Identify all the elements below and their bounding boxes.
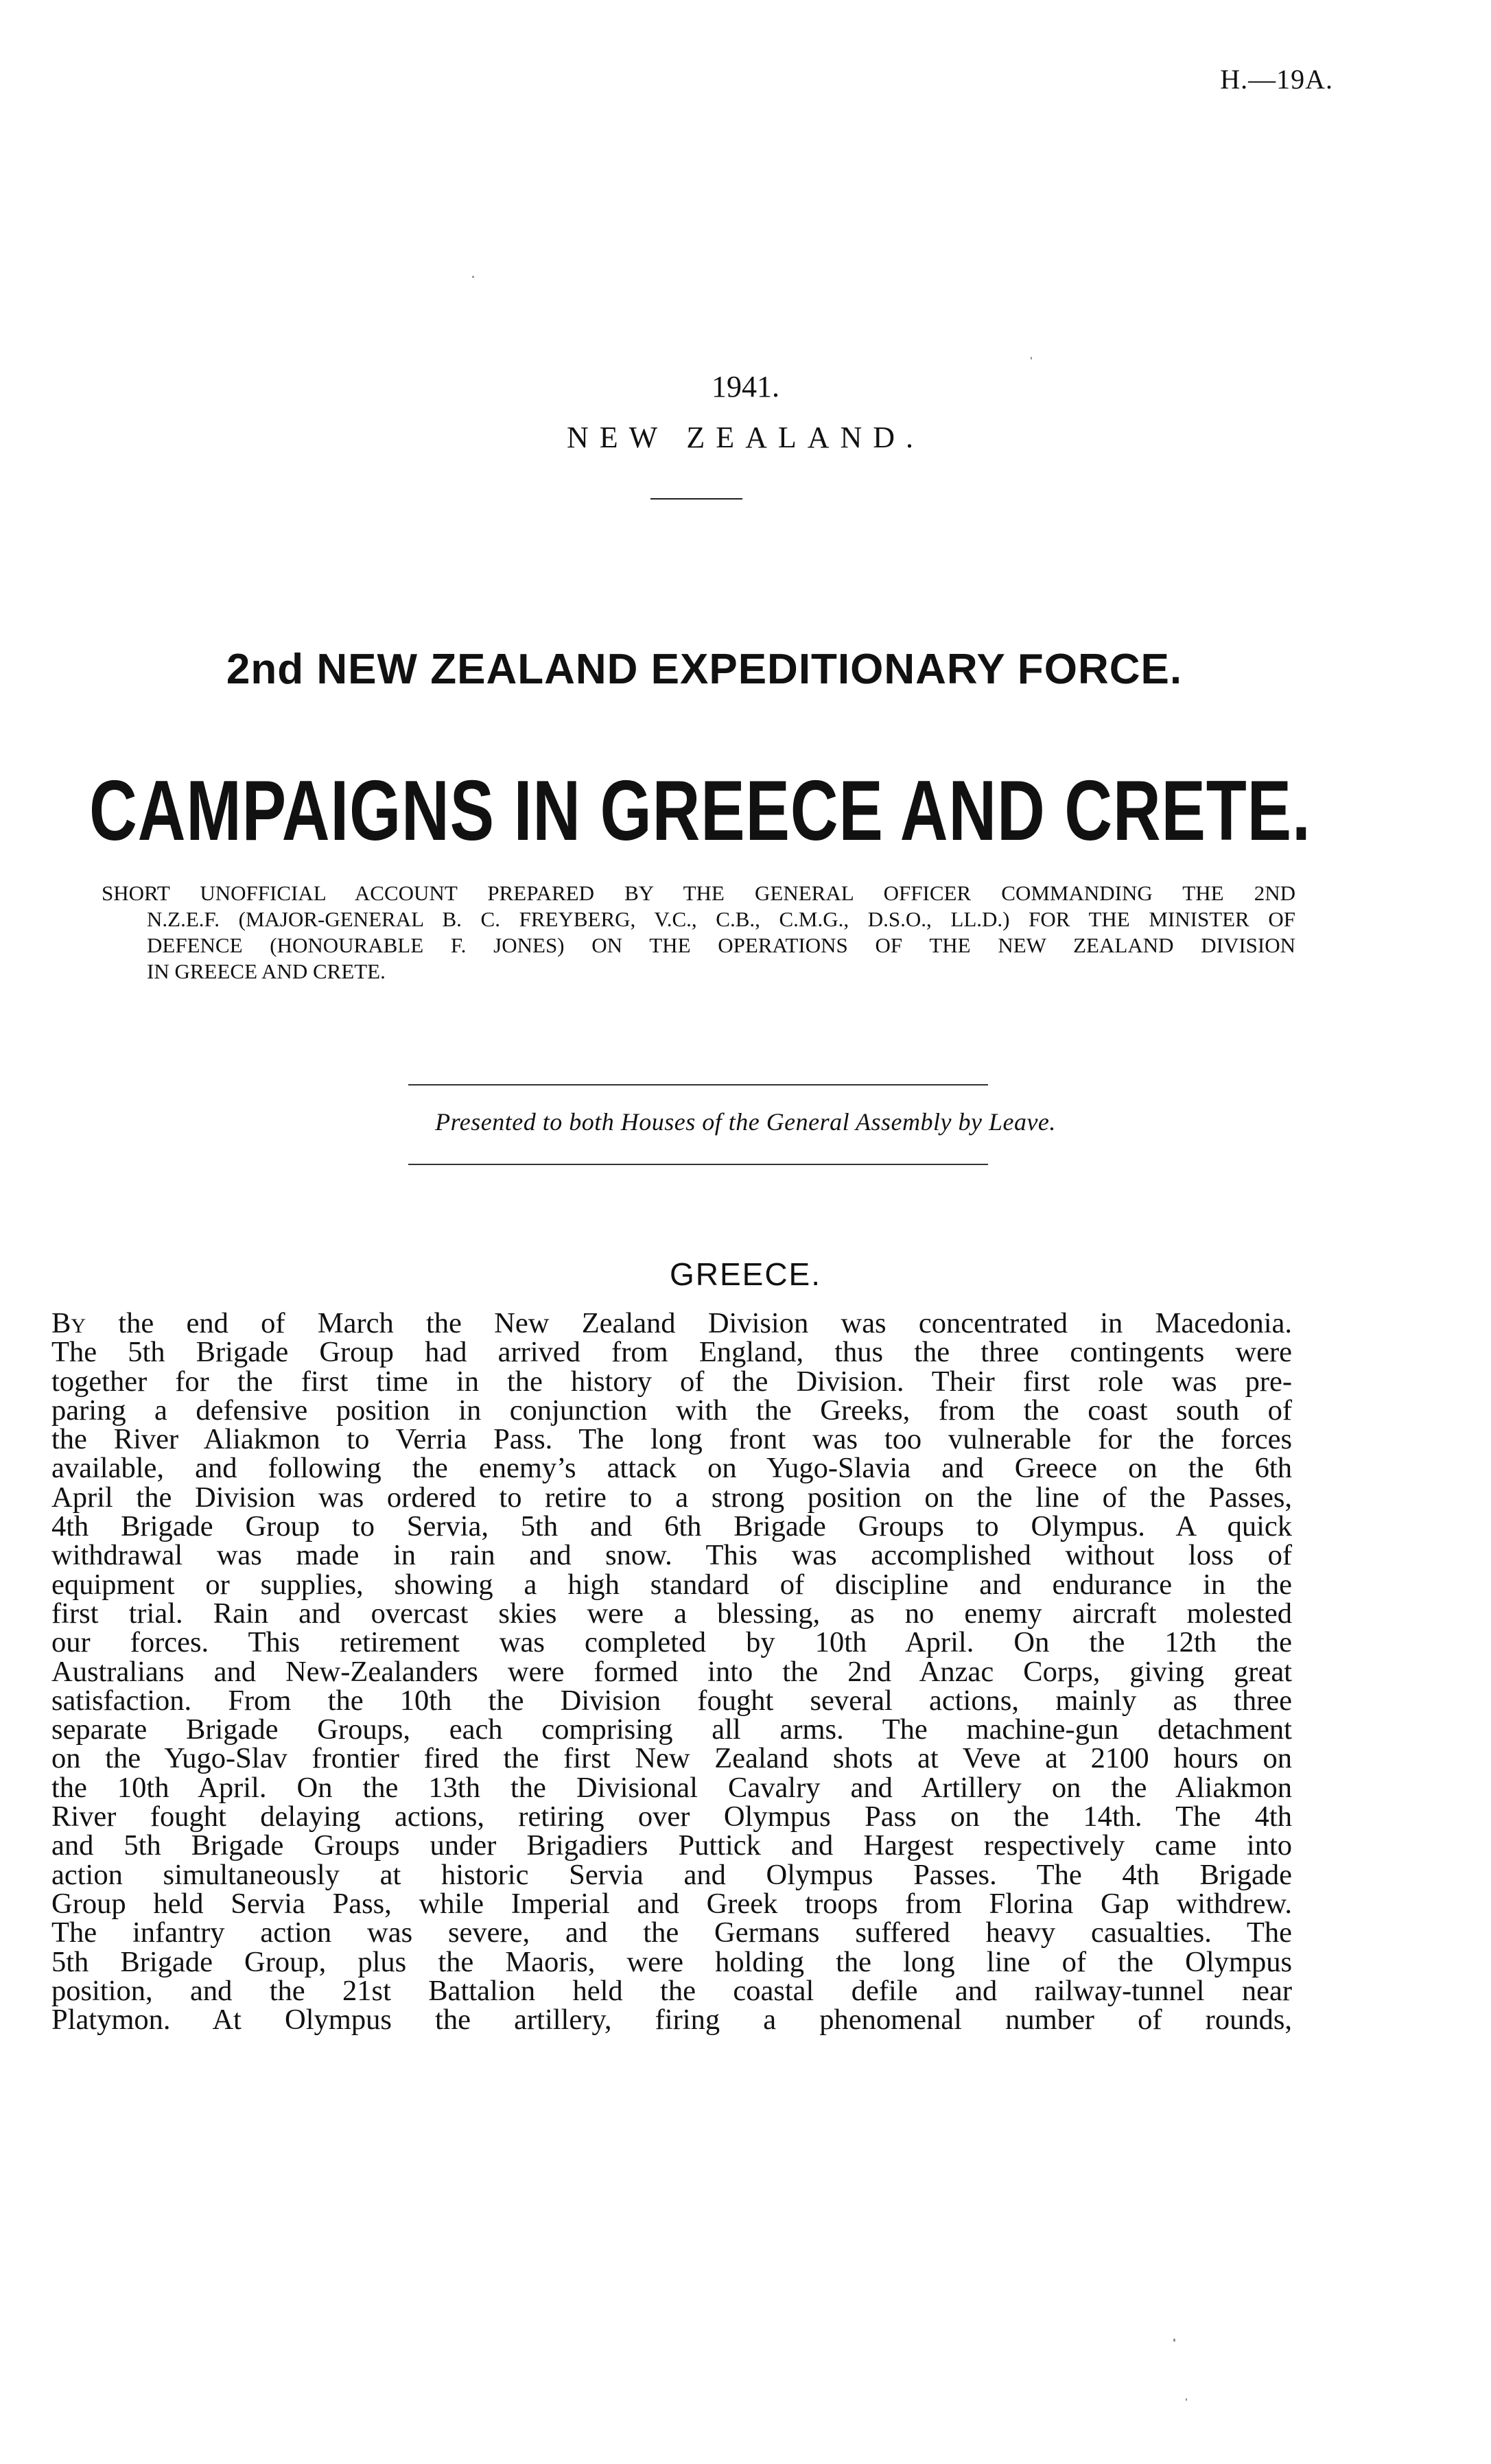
body-line: equipment or supplies, showing a high standard of discipline and endurance in the	[51, 1568, 1292, 1601]
body-line: the 10th April. On the 13th the Divisional Cavalry and Artillery on the Aliakmon	[51, 1771, 1292, 1804]
body-line: action simultaneously at historic Servia and Olympus Passes. The 4th Brigade	[51, 1858, 1292, 1891]
body-line: the River Aliakmon to Verria Pass. The long front was too vulnerable for the forces	[51, 1423, 1292, 1456]
body-line-first	[51, 1309, 1292, 1338]
body-line: 5th Brigade Group, plus the Maoris, were holding the long line of the Olympus	[51, 1945, 1292, 1978]
body-line-text: the end of March the New Zealand Division was concentrated in Macedonia.	[86, 1307, 1292, 1339]
body-line: River fought delaying actions, retiring over Olympus Pass on the 14th. The 4th	[51, 1800, 1292, 1833]
scan-speck	[1186, 2398, 1187, 2401]
body-line: withdrawal was made in rain and snow. This was accomplished without loss of	[51, 1539, 1292, 1572]
body-line: 4th Brigade Group to Servia, 5th and 6th Brigade Groups to Olympus. A quick	[51, 1510, 1292, 1543]
divider-below-presented	[408, 1164, 988, 1165]
country-heading: NEW ZEALAND.	[566, 421, 925, 454]
subtitle-line: SHORT UNOFFICIAL ACCOUNT PREPARED BY THE GENERAL OFFICER COMMANDING THE 2ND	[102, 881, 1295, 905]
body-line: The 5th Brigade Group had arrived from England, thus the three contingents were	[51, 1336, 1292, 1369]
presented-note: Presented to both Houses of the General Assembly by Leave.	[435, 1108, 1056, 1136]
body-line: paring a defensive position in conjunction with the Greeks, from the coast south of	[51, 1394, 1292, 1427]
body-line: The infantry action was severe, and the Germans suffered heavy casualties. The	[51, 1916, 1292, 1949]
short-divider	[650, 498, 742, 500]
section-heading: GREECE.	[669, 1256, 822, 1292]
scan-speck	[1031, 357, 1032, 360]
body-line: Platymon. At Olympus the artillery, firing a phenomenal number of rounds,	[51, 2004, 1292, 2037]
body-line: April the Division was ordered to retire to a strong position on the line of the Passes,	[51, 1481, 1292, 1514]
body-line: satisfaction. From the 10th the Division fought several actions, mainly as three	[51, 1684, 1292, 1717]
paper-reference-number: H.—19A.	[1220, 64, 1333, 95]
subtitle-line: DEFENCE (HONOURABLE F. JONES) ON THE OPERATIONS OF THE NEW ZEALAND DIVISION	[147, 933, 1295, 957]
body-line: our forces. This retirement was completed by 10th April. On the 12th the	[51, 1626, 1292, 1659]
subtitle-line: IN GREECE AND CRETE.	[147, 959, 386, 983]
document-title: CAMPAIGNS IN GREECE AND CRETE.	[89, 764, 1311, 858]
force-heading: 2nd NEW ZEALAND EXPEDITIONARY FORCE.	[226, 646, 1183, 693]
publication-year: 1941.	[712, 370, 779, 403]
body-line: and 5th Brigade Groups under Brigadiers Puttick and Hargest respectively came into	[51, 1829, 1292, 1862]
subtitle-line: N.Z.E.F. (MAJOR-GENERAL B. C. FREYBERG, V.C., C.B., C.M.G., D.S.O., LL.D.) FOR THE MINISTER OF	[147, 907, 1295, 931]
divider-above-presented	[408, 1084, 988, 1086]
subtitle-block	[102, 880, 1295, 985]
drop-word: By	[51, 1307, 86, 1339]
body-line: first trial. Rain and overcast skies were a blessing, as no enemy aircraft molested	[51, 1597, 1292, 1630]
body-line: Group held Servia Pass, while Imperial and Greek troops from Florina Gap withdrew.	[51, 1887, 1292, 1920]
body-line: separate Brigade Groups, each comprising all arms. The machine-gun detachment	[51, 1713, 1292, 1746]
scan-speck	[1173, 2338, 1175, 2342]
body-line: on the Yugo-Slav frontier fired the first New Zealand shots at Veve at 2100 hours on	[51, 1742, 1292, 1775]
body-line: available, and following the enemy’s attack on Yugo-Slavia and Greece on the 6th	[51, 1452, 1292, 1485]
body-line: position, and the 21st Battalion held the coastal defile and railway-tunnel near	[51, 1974, 1292, 2007]
scan-speck	[472, 276, 474, 278]
body-line: together for the first time in the history of the Division. Their first role was pre-	[51, 1365, 1292, 1398]
body-line: Australians and New-Zealanders were formed into the 2nd Anzac Corps, giving great	[51, 1655, 1292, 1688]
body-text	[51, 1307, 1292, 2037]
